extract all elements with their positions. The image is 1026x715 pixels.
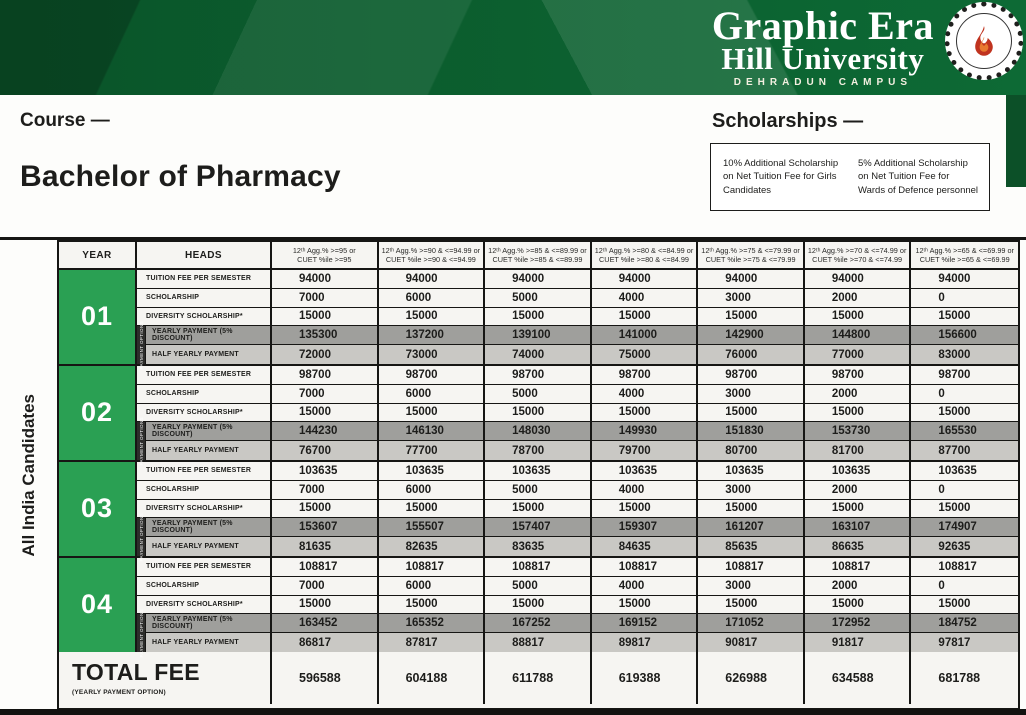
fee-value: 72000: [272, 345, 379, 364]
fee-value: 103635: [485, 462, 592, 481]
flame-icon: [967, 24, 1001, 58]
row-head: TUITION FEE PER SEMESTER: [137, 558, 272, 577]
fee-value: 74000: [485, 345, 592, 364]
fee-value: 98700: [911, 366, 1018, 385]
row-head: SCHOLARSHIP: [137, 577, 272, 596]
candidate-category-text: All India Candidates: [18, 393, 38, 557]
fee-value: 94000: [379, 270, 486, 289]
fee-value: 5000: [485, 385, 592, 404]
fee-value: 155507: [379, 518, 486, 537]
year-group: [59, 462, 1018, 562]
fee-value: 15000: [272, 500, 379, 519]
row-head: HALF YEARLY PAYMENT: [137, 345, 272, 364]
fee-value: 108817: [272, 558, 379, 577]
year-cell: 03: [59, 462, 137, 556]
criteria-line2: CUET %ile >=70 & <=74.99: [812, 255, 903, 264]
fee-value: 90817: [698, 633, 805, 652]
total-fee-value: 634588: [805, 652, 912, 704]
fee-value: 7000: [272, 289, 379, 308]
criteria-line2: CUET %ile >=65 & <=69.99: [919, 255, 1010, 264]
row-head: TUITION FEE PER SEMESTER: [137, 366, 272, 385]
fee-value: 135300: [272, 326, 379, 345]
fee-value: 15000: [592, 500, 699, 519]
total-fee-value: 604188: [379, 652, 486, 704]
fee-value: 94000: [911, 270, 1018, 289]
year-group: [59, 558, 1018, 658]
fee-value: 6000: [379, 577, 486, 596]
fee-value: 94000: [485, 270, 592, 289]
fee-value: 15000: [592, 596, 699, 615]
criteria-line2: CUET %ile >=90 & <=94.99: [385, 255, 476, 264]
fee-value: 15000: [698, 596, 805, 615]
total-fee-value: 619388: [592, 652, 699, 704]
fee-value: 5000: [485, 481, 592, 500]
year-group: [59, 366, 1018, 466]
total-fee-sublabel: (YEARLY PAYMENT OPTION): [72, 689, 166, 697]
year-cell: 02: [59, 366, 137, 460]
fee-value: 15000: [485, 500, 592, 519]
fee-value: 161207: [698, 518, 805, 537]
fee-value: 15000: [805, 404, 912, 423]
fee-value: 83000: [911, 345, 1018, 364]
university-name-line2: Hill University: [721, 41, 925, 76]
fee-value: 103635: [272, 462, 379, 481]
row-head: YEARLY PAYMENT (5% DISCOUNT): [137, 326, 272, 345]
criteria-line1: 12ᵗʰ Agg.% >=85 & <=89.99 or: [488, 245, 587, 255]
fee-value: 79700: [592, 441, 699, 460]
row-head: HALF YEARLY PAYMENT: [137, 537, 272, 556]
fee-value: 3000: [698, 481, 805, 500]
fee-value: 7000: [272, 577, 379, 596]
fee-value: 149930: [592, 422, 699, 441]
fee-value: 148030: [485, 422, 592, 441]
fee-value: 15000: [698, 308, 805, 327]
fee-value: 4000: [592, 289, 699, 308]
total-fee-value: 626988: [698, 652, 805, 704]
criteria-column-header: [911, 242, 1018, 268]
fee-value: 15000: [805, 500, 912, 519]
fee-value: 15000: [698, 500, 805, 519]
fee-value: 139100: [485, 326, 592, 345]
row-head: DIVERSITY SCHOLARSHIP*: [137, 500, 272, 519]
fee-value: 108817: [592, 558, 699, 577]
total-fee-value: 611788: [485, 652, 592, 704]
fee-value: 87817: [379, 633, 486, 652]
fee-value: 153607: [272, 518, 379, 537]
fee-value: 0: [911, 481, 1018, 500]
right-green-strip: [1006, 95, 1026, 187]
fee-value: 15000: [911, 404, 1018, 423]
fee-value: 81635: [272, 537, 379, 556]
fee-value: 108817: [911, 558, 1018, 577]
fee-value: 159307: [592, 518, 699, 537]
year-column-header: YEAR: [59, 242, 137, 268]
criteria-line1: 12ᵗʰ Agg.% >=65 & <=69.99 or: [915, 245, 1014, 255]
criteria-line1: 12ᵗʰ Agg.% >=80 & <=84.99 or: [594, 245, 694, 255]
seal-inner-ring: [956, 13, 1012, 69]
fee-value: 15000: [911, 596, 1018, 615]
criteria-line1: 12ᵗʰ Agg.% >=70 & <=74.99 or: [807, 245, 907, 255]
fee-value: 103635: [805, 462, 912, 481]
fee-value: 151830: [698, 422, 805, 441]
fee-value: 98700: [379, 366, 486, 385]
row-head: DIVERSITY SCHOLARSHIP*: [137, 308, 272, 327]
fee-value: 87700: [911, 441, 1018, 460]
fee-value: 108817: [698, 558, 805, 577]
fee-value: 98700: [805, 366, 912, 385]
fee-value: 5000: [485, 577, 592, 596]
fee-value: 7000: [272, 385, 379, 404]
payment-options-label: PAYMENT OPTIONS: [138, 608, 144, 658]
fee-value: 15000: [592, 404, 699, 423]
fee-value: 108817: [485, 558, 592, 577]
criteria-line2: CUET %ile >=75 & <=79.99: [705, 255, 796, 264]
fee-value: 73000: [379, 345, 486, 364]
fee-value: 15000: [911, 500, 1018, 519]
fee-value: 76700: [272, 441, 379, 460]
fee-value: 91817: [805, 633, 912, 652]
payment-options-strip: [137, 608, 146, 658]
fee-value: 15000: [272, 308, 379, 327]
payment-options-strip: [137, 320, 146, 370]
fee-value: 81700: [805, 441, 912, 460]
fee-value: 144800: [805, 326, 912, 345]
fee-value: 89817: [592, 633, 699, 652]
fee-value: 4000: [592, 385, 699, 404]
payment-options-strip: [137, 512, 146, 562]
year-cell: 01: [59, 270, 137, 364]
fee-table: [57, 240, 1020, 710]
fee-value: 165530: [911, 422, 1018, 441]
criteria-line2: CUET %ile >=80 & <=84.99: [599, 255, 689, 264]
fee-value: 94000: [592, 270, 699, 289]
row-head: SCHOLARSHIP: [137, 481, 272, 500]
criteria-column-header: [485, 242, 592, 268]
fee-value: 98700: [272, 366, 379, 385]
criteria-line1: 12ᵗʰ Agg.% >=95 or: [292, 245, 356, 255]
fee-value: 103635: [592, 462, 699, 481]
fee-value: 15000: [592, 308, 699, 327]
fee-value: 153730: [805, 422, 912, 441]
fee-value: 76000: [698, 345, 805, 364]
fee-value: 142900: [698, 326, 805, 345]
fee-value: 15000: [485, 404, 592, 423]
criteria-line2: CUET %ile >=85 & <=89.99: [492, 255, 583, 264]
heads-column-header: HEADS: [137, 242, 272, 268]
university-name-line1: Graphic Era: [711, 3, 934, 48]
fee-value: 144230: [272, 422, 379, 441]
fee-value: 15000: [805, 596, 912, 615]
payment-options-label: PAYMENT OPTIONS: [138, 416, 144, 466]
university-seal-icon: [945, 2, 1023, 80]
row-head: YEARLY PAYMENT (5% DISCOUNT): [137, 422, 272, 441]
row-head: DIVERSITY SCHOLARSHIP*: [137, 404, 272, 423]
fee-value: 169152: [592, 614, 699, 633]
row-head: HALF YEARLY PAYMENT: [137, 633, 272, 652]
fee-value: 167252: [485, 614, 592, 633]
fee-value: 94000: [272, 270, 379, 289]
row-head: YEARLY PAYMENT (5% DISCOUNT): [137, 518, 272, 537]
criteria-line1: 12ᵗʰ Agg.% >=75 & <=79.99 or: [701, 245, 800, 255]
criteria-column-header: [379, 242, 486, 268]
table-body: [59, 270, 1018, 658]
row-head: SCHOLARSHIP: [137, 385, 272, 404]
row-head: TUITION FEE PER SEMESTER: [137, 270, 272, 289]
row-head: HALF YEARLY PAYMENT: [137, 441, 272, 460]
fee-value: 80700: [698, 441, 805, 460]
scholarship-item: 5% Additional Scholarship on Net Tuition Fee for Wards of Defence personnel: [858, 158, 979, 196]
fee-value: 15000: [379, 404, 486, 423]
fee-value: 15000: [698, 404, 805, 423]
fee-value: 15000: [805, 308, 912, 327]
fee-value: 184752: [911, 614, 1018, 633]
fee-value: 98700: [592, 366, 699, 385]
university-wordmark: [711, 3, 934, 88]
criteria-line2: CUET %ile >=95: [297, 255, 352, 264]
fee-value: 2000: [805, 481, 912, 500]
row-head: YEARLY PAYMENT (5% DISCOUNT): [137, 614, 272, 633]
fee-value: 15000: [485, 596, 592, 615]
fee-value: 77000: [805, 345, 912, 364]
fee-value: 3000: [698, 577, 805, 596]
candidate-category-label: [0, 240, 57, 710]
fee-value: 15000: [272, 596, 379, 615]
payment-options-label: PAYMENT OPTIONS: [138, 512, 144, 562]
fee-value: 2000: [805, 577, 912, 596]
fee-value: 0: [911, 577, 1018, 596]
fee-value: 165352: [379, 614, 486, 633]
fee-value: 5000: [485, 289, 592, 308]
fee-value: 0: [911, 385, 1018, 404]
fee-value: 6000: [379, 481, 486, 500]
scholarships-title: Scholarships —: [712, 110, 864, 132]
table-header-row: [59, 242, 1018, 270]
payment-options-strip: [137, 416, 146, 466]
bottom-black-bar: [0, 709, 1026, 715]
fee-value: 15000: [911, 308, 1018, 327]
row-head: TUITION FEE PER SEMESTER: [137, 462, 272, 481]
row-head: DIVERSITY SCHOLARSHIP*: [137, 596, 272, 615]
fee-value: 98700: [485, 366, 592, 385]
fee-value: 78700: [485, 441, 592, 460]
fee-value: 86817: [272, 633, 379, 652]
fee-value: 163452: [272, 614, 379, 633]
criteria-column-header: [592, 242, 699, 268]
year-group: [59, 270, 1018, 370]
fee-value: 4000: [592, 481, 699, 500]
fee-value: 94000: [805, 270, 912, 289]
fee-value: 77700: [379, 441, 486, 460]
fee-value: 157407: [485, 518, 592, 537]
criteria-column-header: [272, 242, 379, 268]
fee-value: 141000: [592, 326, 699, 345]
fee-value: 83635: [485, 537, 592, 556]
year-cell: 04: [59, 558, 137, 652]
fee-value: 2000: [805, 289, 912, 308]
criteria-column-header: [805, 242, 912, 268]
fee-value: 92635: [911, 537, 1018, 556]
university-banner: [0, 0, 1026, 95]
fee-value: 15000: [379, 596, 486, 615]
scholarships-box: [710, 143, 990, 211]
fee-value: 108817: [379, 558, 486, 577]
fee-value: 174907: [911, 518, 1018, 537]
total-fee-row: [59, 650, 1018, 704]
fee-value: 6000: [379, 289, 486, 308]
fee-value: 3000: [698, 385, 805, 404]
row-head: SCHOLARSHIP: [137, 289, 272, 308]
total-fee-value: 681788: [938, 670, 981, 685]
fee-value: 103635: [379, 462, 486, 481]
criteria-line1: 12ᵗʰ Agg.% >=90 & <=94.99 or: [381, 245, 481, 255]
fee-value: 84635: [592, 537, 699, 556]
fee-value: 94000: [698, 270, 805, 289]
fee-value: 98700: [698, 366, 805, 385]
fee-value: 171052: [698, 614, 805, 633]
criteria-column-header: [698, 242, 805, 268]
fee-value: 88817: [485, 633, 592, 652]
fee-value: 2000: [805, 385, 912, 404]
fee-value: 85635: [698, 537, 805, 556]
fee-value: 97817: [911, 633, 1018, 652]
fee-value: 86635: [805, 537, 912, 556]
fee-value: 15000: [485, 308, 592, 327]
fee-value: 3000: [698, 289, 805, 308]
fee-value: 0: [911, 289, 1018, 308]
fee-value: 103635: [911, 462, 1018, 481]
total-fee-label: TOTAL FEE: [72, 659, 200, 686]
fee-value: 6000: [379, 385, 486, 404]
fee-value: 75000: [592, 345, 699, 364]
fee-value: 15000: [379, 500, 486, 519]
fee-value: 15000: [379, 308, 486, 327]
fee-value: 15000: [272, 404, 379, 423]
fee-value: 163107: [805, 518, 912, 537]
fee-value: 108817: [805, 558, 912, 577]
scholarship-item: 10% Additional Scholarship on Net Tuition Fee for Girls Candidates: [723, 158, 839, 196]
course-label: Course —: [20, 110, 110, 131]
fee-value: 4000: [592, 577, 699, 596]
course-name: Bachelor of Pharmacy: [20, 160, 341, 193]
total-fee-value: 596588: [272, 652, 379, 704]
fee-value: 137200: [379, 326, 486, 345]
total-fee-label-cell: [59, 652, 272, 704]
fee-value: 146130: [379, 422, 486, 441]
fee-value: 103635: [698, 462, 805, 481]
fee-value: 82635: [379, 537, 486, 556]
fee-value: 172952: [805, 614, 912, 633]
campus-label: DEHRADUN CAMPUS: [733, 77, 913, 88]
payment-options-label: PAYMENT OPTIONS: [138, 320, 144, 370]
fee-value: 156600: [911, 326, 1018, 345]
fee-value: 7000: [272, 481, 379, 500]
